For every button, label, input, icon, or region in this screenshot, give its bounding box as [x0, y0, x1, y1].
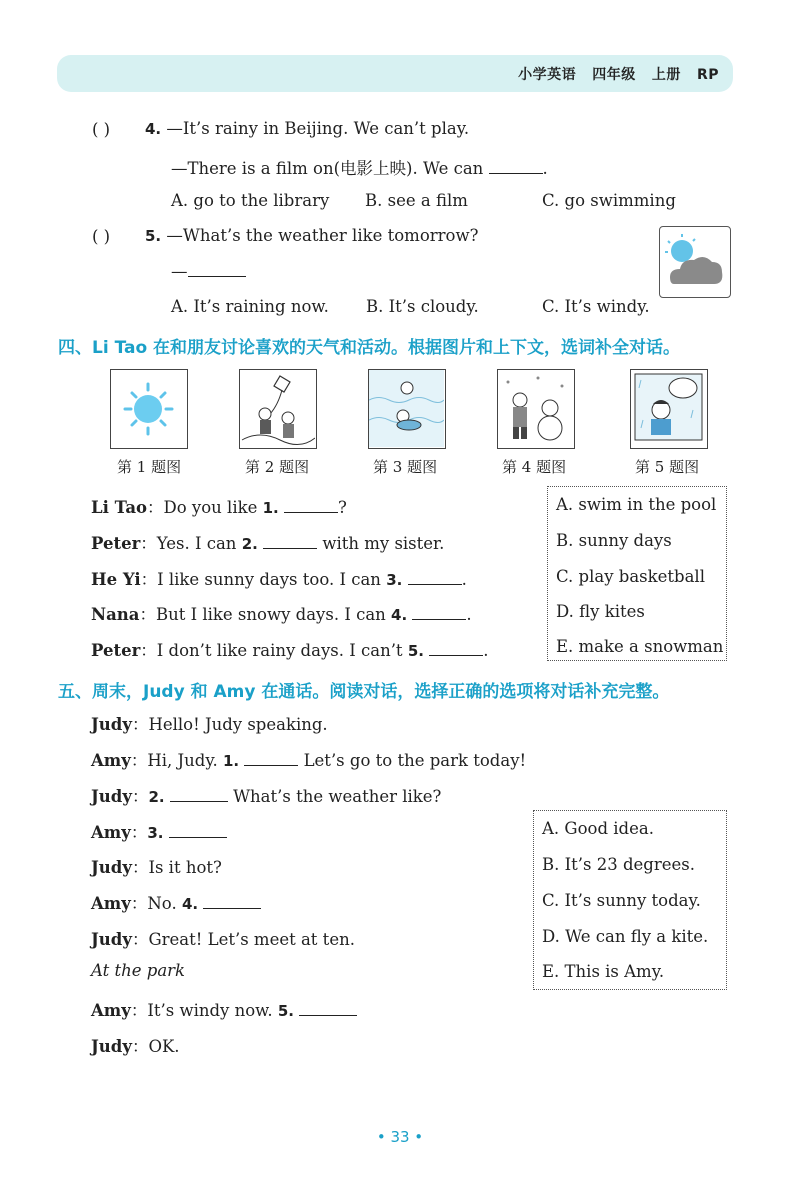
- q4-number: 4.: [145, 120, 162, 138]
- colon: ：: [140, 641, 157, 660]
- option-e: E. This is Amy.: [542, 962, 665, 981]
- answer-blank[interactable]: [169, 823, 227, 838]
- answer-blank[interactable]: [244, 751, 298, 766]
- dialogue-line: [91, 890, 261, 914]
- dialogue-text-end: with my sister.: [317, 534, 445, 553]
- colon: ：: [131, 787, 149, 806]
- sun-cloud-icon: [659, 226, 731, 298]
- colon: ：: [147, 498, 164, 517]
- blank-number: 3.: [386, 571, 403, 589]
- dialogue-text-end: .: [483, 641, 489, 660]
- colon: ：: [131, 1037, 149, 1056]
- section5-title: 五、周末，Judy 和 Amy 在通话。阅读对话，选择正确的选项将对话补充完整。: [58, 682, 670, 702]
- speaker-name: Amy: [91, 751, 131, 770]
- option-b: B. It’s 23 degrees.: [542, 855, 695, 874]
- dialogue-text: I like sunny days too. I can: [157, 570, 387, 589]
- answer-blank[interactable]: [299, 1001, 357, 1016]
- dialogue-line: [91, 637, 488, 661]
- answer-blank[interactable]: [263, 534, 317, 549]
- scene-label: At the park: [91, 961, 186, 980]
- q4-line2: [171, 155, 548, 179]
- speaker-name: Amy: [91, 894, 131, 913]
- q5-text1: —What’s the weather like tomorrow?: [166, 226, 479, 245]
- speaker-name: Peter: [91, 534, 141, 553]
- speaker-name: Judy: [91, 715, 132, 734]
- header-band: [57, 55, 733, 92]
- section5-option-box: [533, 810, 727, 990]
- header-text: 小学英语 四年级 上册 RP: [518, 67, 719, 83]
- dialogue-line: [91, 1033, 180, 1057]
- q5-number: 5.: [145, 227, 162, 245]
- picture-caption-1: 第 1 题图: [117, 458, 182, 476]
- q5-line1: [145, 226, 478, 245]
- page-number: • 33 •: [376, 1128, 424, 1146]
- dialogue-line: [91, 783, 441, 807]
- dialogue-line: [91, 926, 355, 950]
- option-c: C. It’s sunny today.: [542, 891, 701, 910]
- speaker-name: Judy: [91, 787, 132, 806]
- q5-text2: —: [171, 262, 188, 281]
- sun-picture: [110, 369, 188, 449]
- colon: ：: [131, 715, 149, 734]
- dialogue-line: [91, 997, 357, 1021]
- dialogue-text: Do you like: [163, 498, 263, 517]
- blank-number: 3.: [147, 824, 164, 842]
- blank-number: 5.: [277, 1002, 294, 1020]
- q4-text2: —There is a film on(电影上映). We can: [171, 159, 489, 178]
- dialogue-line: [91, 854, 222, 878]
- q5-line2: [171, 262, 246, 281]
- option-c: C. play basketball: [556, 567, 705, 586]
- dialogue-text-end: Let’s go to the park today!: [298, 751, 527, 770]
- colon: ：: [130, 751, 148, 770]
- dialogue-line: [91, 747, 526, 771]
- swim-picture: [368, 369, 446, 449]
- q4-text2-end: .: [542, 159, 548, 178]
- picture-caption-5: 第 5 题图: [635, 458, 700, 476]
- blank-number: 1.: [222, 752, 240, 770]
- blank-number: 1.: [262, 499, 279, 517]
- colon: ：: [130, 1001, 148, 1020]
- dialogue-text: But I like snowy days. I can: [155, 605, 392, 624]
- option-b: B. sunny days: [556, 531, 672, 550]
- q5-blank[interactable]: [188, 262, 246, 277]
- speaker-name: Amy: [91, 1001, 131, 1020]
- colon: ：: [139, 605, 156, 624]
- speaker-name: Li Tao: [91, 498, 148, 517]
- speaker-name: He Yi: [91, 570, 141, 589]
- dialogue-text: Hi, Judy.: [147, 751, 223, 770]
- dialogue-text-end: ?: [338, 498, 347, 517]
- answer-blank[interactable]: [284, 498, 338, 513]
- blank-number: 5.: [407, 642, 424, 660]
- answer-paren[interactable]: ( ): [92, 227, 111, 246]
- dialogue-line: [91, 601, 472, 625]
- dialogue-text-end: What’s the weather like?: [227, 787, 442, 806]
- kite-picture: [239, 369, 317, 449]
- colon: ：: [131, 858, 149, 877]
- rain-window-picture: [630, 369, 708, 449]
- dialogue-text-end: .: [461, 570, 467, 589]
- colon: ：: [130, 823, 148, 842]
- blank-number: 2.: [148, 788, 165, 806]
- answer-blank[interactable]: [412, 605, 466, 620]
- q5-option-a: A. It’s raining now.: [171, 297, 329, 316]
- answer-blank[interactable]: [170, 787, 228, 802]
- colon: ：: [140, 570, 158, 589]
- speaker-name: Amy: [91, 823, 131, 842]
- dialogue-text: OK.: [148, 1037, 180, 1056]
- dialogue-text: Great! Let’s meet at ten.: [148, 930, 355, 949]
- blank-number: 4.: [181, 895, 199, 913]
- answer-blank[interactable]: [203, 894, 261, 909]
- blank-number: 2.: [241, 535, 258, 553]
- dialogue-text: Is it hot?: [148, 858, 222, 877]
- q4-blank[interactable]: [489, 159, 543, 174]
- q4-text1: —It’s rainy in Beijing. We can’t play.: [166, 119, 470, 138]
- option-d: D. fly kites: [556, 602, 645, 621]
- snowman-picture: [497, 369, 575, 449]
- dialogue-line: [91, 711, 328, 735]
- answer-blank[interactable]: [429, 641, 483, 656]
- dialogue-line: [91, 494, 347, 518]
- speaker-name: Peter: [91, 641, 141, 660]
- picture-caption-2: 第 2 题图: [245, 458, 310, 476]
- picture-caption-4: 第 4 题图: [502, 458, 567, 476]
- speaker-name: Nana: [91, 605, 140, 624]
- q4-option-a: A. go to the library: [171, 191, 330, 210]
- answer-paren[interactable]: ( ): [92, 120, 111, 139]
- colon: ：: [131, 930, 149, 949]
- colon: ：: [140, 534, 157, 553]
- speaker-name: Judy: [91, 858, 132, 877]
- colon: ：: [130, 894, 148, 913]
- q5-option-c: C. It’s windy.: [542, 297, 650, 316]
- dialogue-text-end: .: [466, 605, 472, 624]
- blank-number: 4.: [391, 606, 408, 624]
- dialogue-text: I don’t like rainy days. I can’t: [156, 641, 408, 660]
- dialogue-text: No.: [147, 894, 182, 913]
- speaker-name: Judy: [91, 1037, 132, 1056]
- dialogue-line: [91, 566, 467, 590]
- q4-line1: [145, 119, 469, 138]
- dialogue-line: [91, 530, 444, 554]
- dialogue-text: It’s windy now.: [147, 1001, 278, 1020]
- option-a: A. swim in the pool: [556, 495, 717, 514]
- picture-caption-3: 第 3 题图: [373, 458, 438, 476]
- dialogue-text: Yes. I can: [156, 534, 242, 553]
- option-a: A. Good idea.: [542, 819, 654, 838]
- answer-blank[interactable]: [408, 570, 462, 585]
- dialogue-line: [91, 819, 227, 843]
- q4-option-b: B. see a film: [365, 191, 468, 210]
- dialogue-text: Hello! Judy speaking.: [148, 715, 328, 734]
- speaker-name: Judy: [91, 930, 132, 949]
- option-e: E. make a snowman: [556, 637, 724, 656]
- option-d: D. We can fly a kite.: [542, 927, 709, 946]
- section4-option-box: [547, 486, 727, 661]
- q5-option-b: B. It’s cloudy.: [366, 297, 479, 316]
- section4-title: 四、Li Tao 在和朋友讨论喜欢的天气和活动。根据图片和上下文，选词补全对话。: [58, 338, 681, 358]
- q4-option-c: C. go swimming: [542, 191, 676, 210]
